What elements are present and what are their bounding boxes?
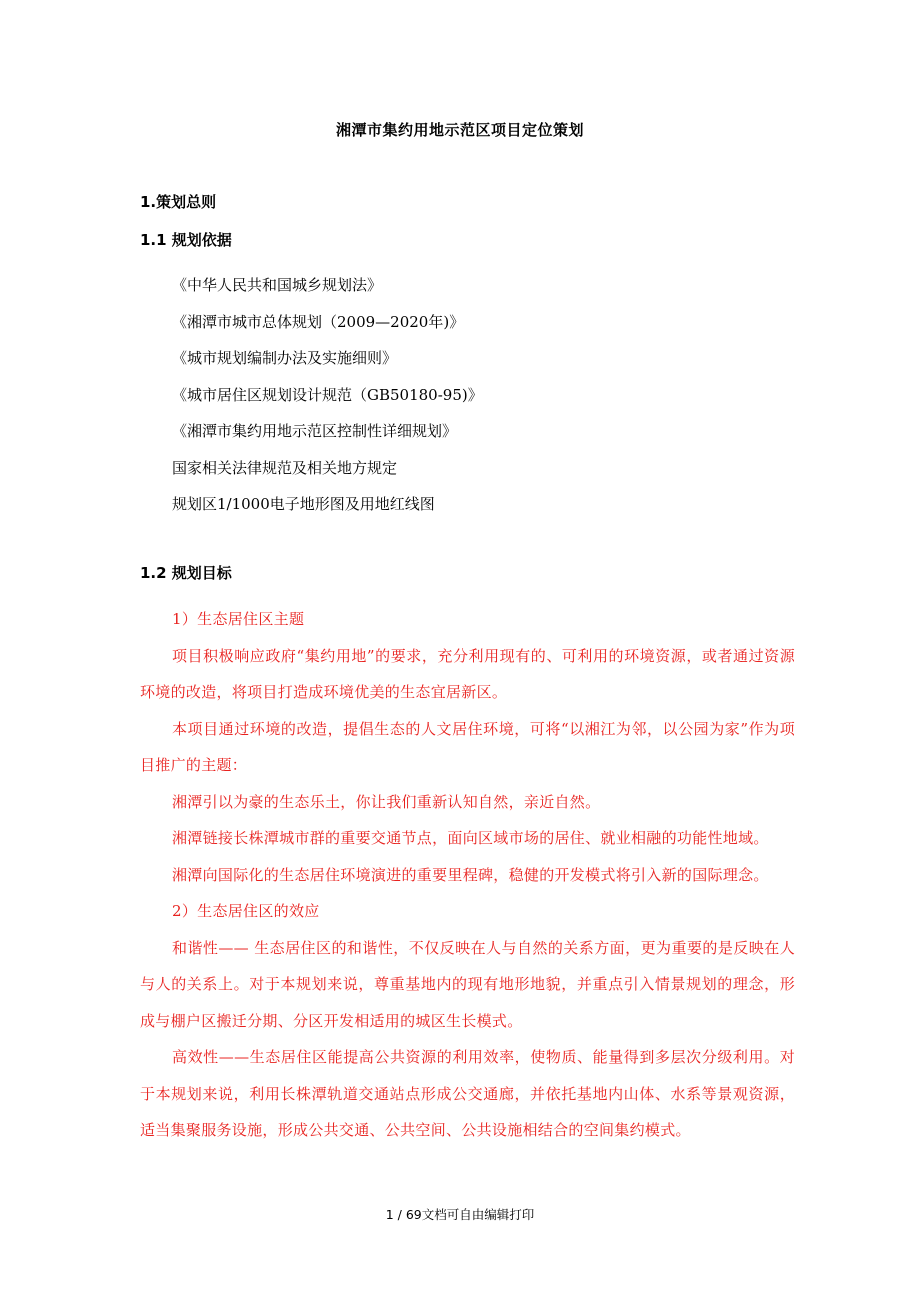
paragraph: 和谐性—— 生态居住区的和谐性，不仅反映在人与自然的关系方面，更为重要的是反映在人与人的关系上。对于本规划来说，尊重基地内的现有地形地貌，并重点引入情景规划的理念，形成与棚户区搬迁分期、分区开发相适用的城区生长模式。	[140, 938, 795, 1030]
planning-basis-list	[172, 267, 483, 523]
paragraph: 项目积极响应政府“集约用地”的要求，充分利用现有的、可利用的环境资源，或者通过资源环境的改造，将项目打造成环境优美的生态宜居新区。	[140, 646, 795, 701]
basis-item: 《湘潭市城市总体规划（2009—2020年)》	[172, 312, 465, 331]
basis-item: 《湘潭市集约用地示范区控制性详细规划》	[172, 422, 458, 440]
page-footer: 1 / 69文档可自由编辑打印	[385, 1207, 535, 1222]
paragraph: 高效性——生态居住区能提高公共资源的利用效率，使物质、能量得到多层次分级利用。对于本规划来说，利用长株潭轨道交通站点形成公交通廊，并依托基地内山体、水系等景观资源，适当集聚服务设施，形成公共交通、公共空间、公共设施相结合的空间集约模式。	[140, 1048, 795, 1139]
document-title: 湘潭市集约用地示范区项目定位策划	[335, 121, 584, 139]
basis-item: 国家相关法律规范及相关地方规定	[172, 458, 398, 477]
section-heading-1: 1.策划总则	[140, 193, 217, 211]
paragraph: 本项目通过环境的改造，提倡生态的人文居住环境，可将“以湘江为邻，以公园为家”作为项目推广的主题：	[140, 719, 795, 774]
basis-item: 《城市居住区规划设计规范（GB50180-95)》	[172, 385, 483, 404]
basis-item: 《中华人民共和国城乡规划法》	[172, 276, 383, 294]
subsection-heading: 2）生态居住区的效应	[172, 902, 320, 920]
subsection-heading: 1）生态居住区主题	[172, 610, 305, 628]
section-heading-1-1: 1.1 规划依据	[140, 231, 232, 249]
paragraph: 湘潭向国际化的生态居住环境演进的重要里程碑，稳健的开发模式将引入新的国际理念。	[172, 865, 769, 884]
planning-goals-body	[140, 601, 795, 1149]
paragraph: 湘潭链接长株潭城市群的重要交通节点，面向区域市场的居住、就业相融的功能性地域。	[172, 829, 769, 847]
basis-item: 规划区1/1000电子地形图及用地红线图	[172, 495, 435, 513]
basis-item: 《城市规划编制办法及实施细则》	[172, 349, 398, 367]
section-heading-1-2: 1.2 规划目标	[140, 564, 232, 582]
paragraph: 湘潭引以为豪的生态乐土，你让我们重新认知自然，亲近自然。	[172, 792, 601, 811]
